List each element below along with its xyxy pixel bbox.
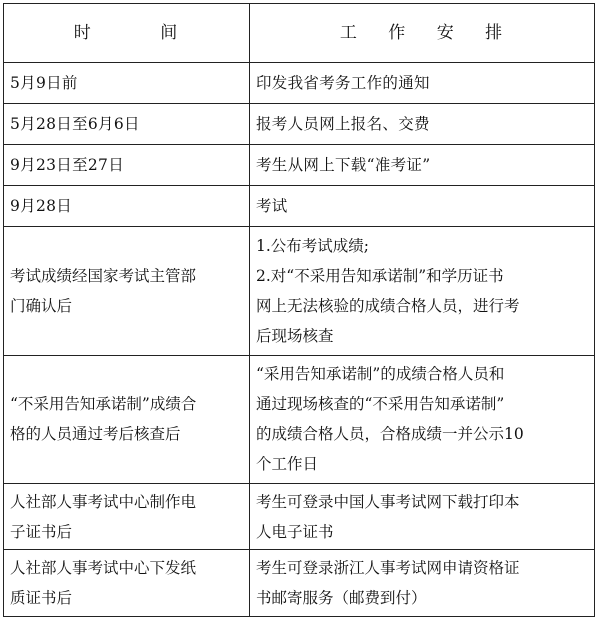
- task-cell: [250, 355, 595, 483]
- cell-line: 考生从网上下载“准考证”: [256, 156, 431, 175]
- cell-line: 9月28日: [10, 197, 73, 216]
- task-cell: [250, 104, 595, 145]
- cell-line: 子证书后: [10, 522, 73, 541]
- cell-line: 通过现场核查的“不采用告知承诺制”: [256, 395, 505, 414]
- cell-line: 2.对“不采用告知承诺制”和学历证书: [256, 267, 504, 286]
- task-cell: [250, 63, 595, 104]
- cell-line: 5月9日前: [10, 74, 78, 93]
- cell-line: 1.公布考试成绩;: [256, 237, 370, 256]
- table-row: [4, 483, 595, 550]
- cell-line: 印发我省考务工作的通知: [256, 74, 430, 93]
- cell-line: 5月28日至6月6日: [10, 115, 140, 134]
- cell-line: “不采用告知承诺制”成绩合: [10, 395, 197, 414]
- cell-line: 人社部人事考试中心下发纸: [10, 559, 197, 578]
- time-cell: [4, 63, 250, 104]
- cell-line: 考生可登录中国人事考试网下载打印本: [256, 492, 520, 511]
- time-cell: [4, 483, 250, 550]
- cell-line: 9月23日至27日: [10, 156, 125, 175]
- table-row: [4, 104, 595, 145]
- table-row: [4, 550, 595, 617]
- time-cell: [4, 104, 250, 145]
- cell-line: 人社部人事考试中心制作电: [10, 492, 197, 511]
- cell-line: 后现场核查: [256, 327, 334, 346]
- table-row: [4, 227, 595, 355]
- cell-line: 网上无法核验的成绩合格人员，进行考: [256, 297, 520, 316]
- table-row: [4, 63, 595, 104]
- cell-line: 书邮寄服务（邮费到付）: [256, 589, 427, 608]
- table-row: [4, 355, 595, 483]
- header-row: [4, 4, 595, 63]
- task-cell: [250, 483, 595, 550]
- cell-line: “采用告知承诺制”的成绩合格人员和: [256, 365, 505, 384]
- time-cell: [4, 145, 250, 186]
- cell-line: 质证书后: [10, 589, 73, 608]
- cell-line: 考生可登录浙江人事考试网申请资格证: [256, 559, 520, 578]
- cell-line: 考试成绩经国家考试主管部: [10, 267, 197, 286]
- header-task: 工 作 安 排: [250, 4, 595, 63]
- cell-line: 门确认后: [10, 297, 73, 316]
- schedule-table: [3, 3, 595, 617]
- header-time: 时 间: [4, 4, 250, 63]
- task-cell: [250, 227, 595, 355]
- cell-line: 考试: [256, 197, 288, 216]
- cell-line: 人电子证书: [256, 522, 334, 541]
- time-cell: [4, 227, 250, 355]
- task-cell: [250, 186, 595, 227]
- table-row: [4, 145, 595, 186]
- time-cell: [4, 186, 250, 227]
- cell-line: 格的人员通过考后核查后: [10, 425, 181, 444]
- cell-line: 个工作日: [256, 455, 319, 474]
- task-cell: [250, 145, 595, 186]
- time-cell: [4, 550, 250, 617]
- time-cell: [4, 355, 250, 483]
- cell-line: 报考人员网上报名、交费: [256, 115, 430, 134]
- task-cell: [250, 550, 595, 617]
- table-row: [4, 186, 595, 227]
- cell-line: 的成绩合格人员，合格成绩一并公示10: [256, 425, 524, 444]
